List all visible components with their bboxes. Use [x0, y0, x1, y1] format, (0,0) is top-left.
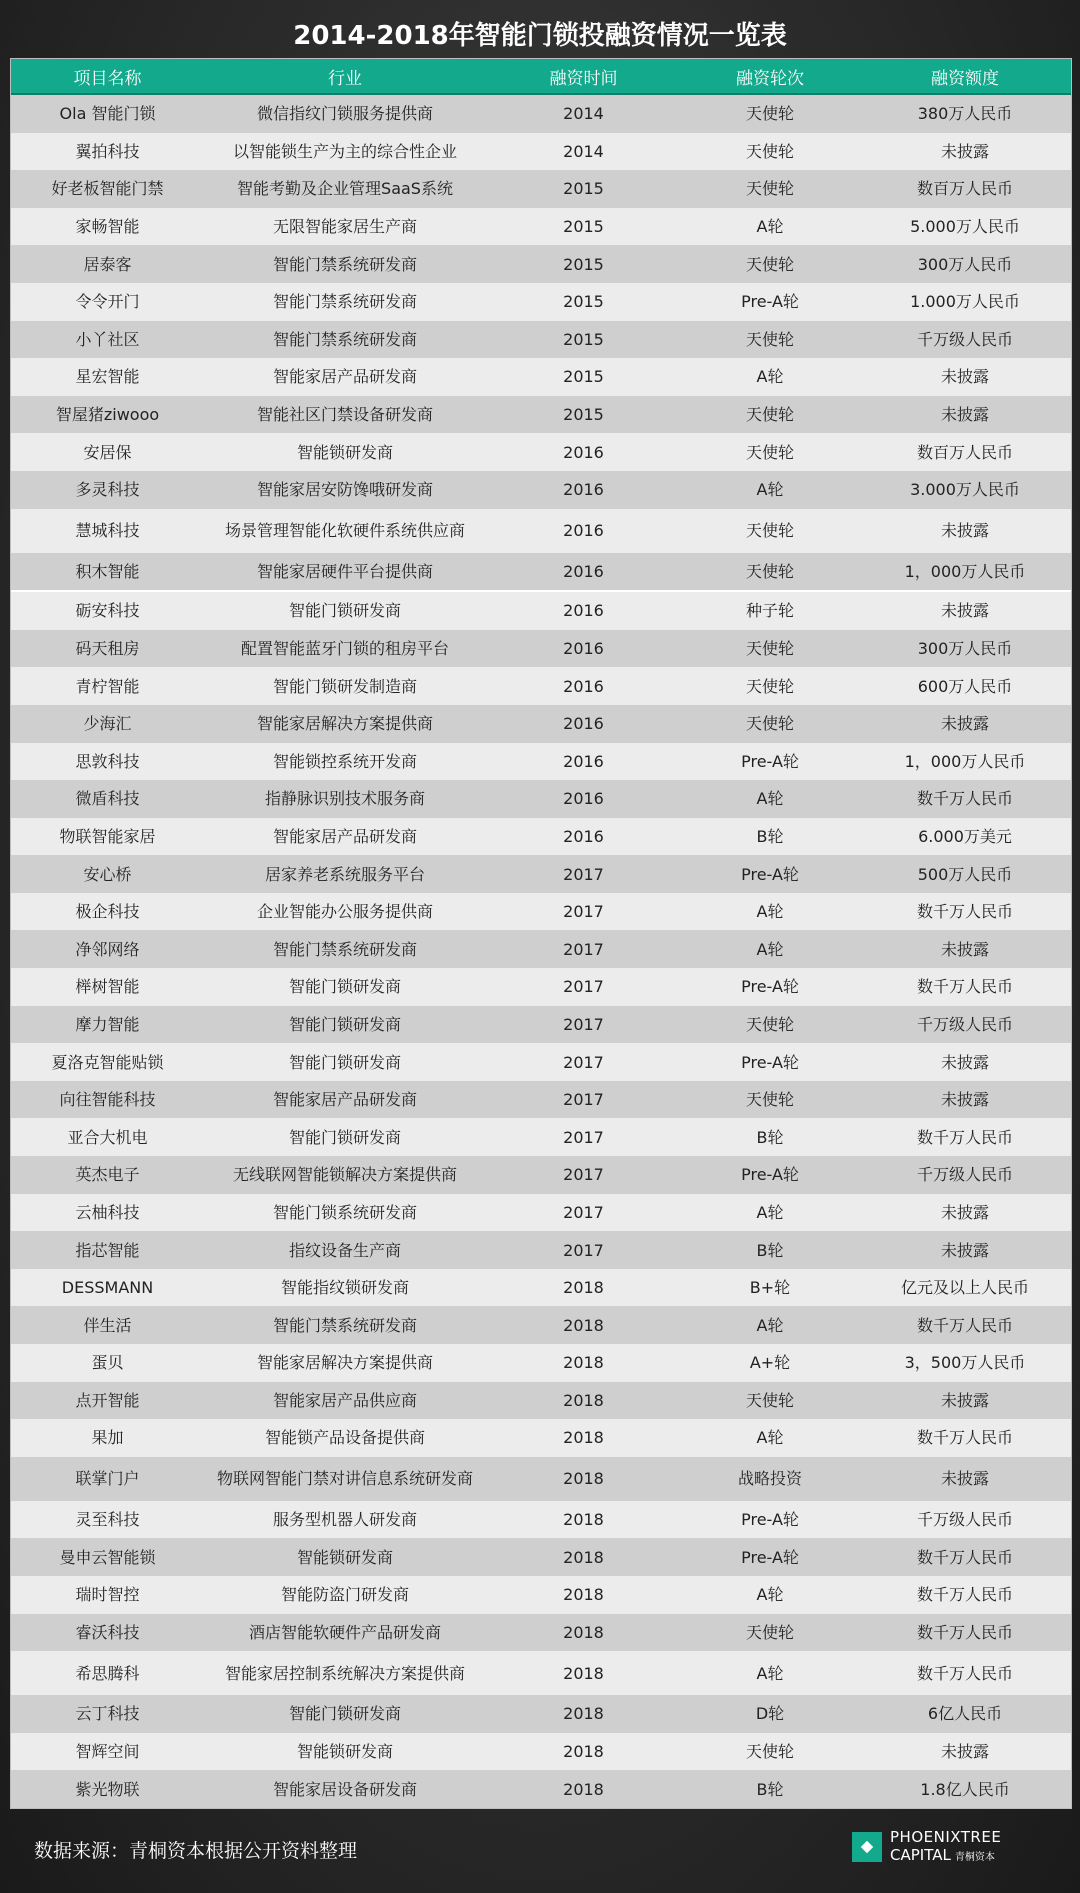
- table-row: [11, 170, 1071, 208]
- cell-project-name: 多灵科技: [11, 471, 204, 509]
- cell-project-name: 安居保: [11, 433, 204, 471]
- logo-line2-cn: 青桐资本: [954, 1851, 995, 1863]
- phoenixtree-logo-icon: [852, 1832, 882, 1862]
- cell-financing-round: A+轮: [681, 1344, 859, 1382]
- cell-financing-time: 2018: [486, 1695, 681, 1733]
- table-row: [11, 1538, 1071, 1576]
- cell-financing-round: B+轮: [681, 1269, 859, 1307]
- table-row: [11, 208, 1071, 246]
- cell-financing-amount: 300万人民币: [859, 630, 1071, 668]
- cell-financing-round: Pre-A轮: [681, 1538, 859, 1576]
- cell-financing-time: 2017: [486, 930, 681, 968]
- cell-industry: 无线联网智能锁解决方案提供商: [204, 1156, 486, 1194]
- cell-industry: 智能家居产品供应商: [204, 1382, 486, 1420]
- logo-line1: PHOENIXTREE: [890, 1827, 1002, 1846]
- table-row: [11, 780, 1071, 818]
- table-row: [11, 283, 1071, 321]
- cell-project-name: 砺安科技: [11, 591, 204, 630]
- cell-industry: 智能门锁研发商: [204, 1043, 486, 1081]
- cell-financing-round: 天使轮: [681, 667, 859, 705]
- cell-project-name: 伴生活: [11, 1306, 204, 1344]
- header-financing-time: 融资时间: [486, 59, 681, 94]
- table-row: [11, 591, 1071, 630]
- cell-project-name: 码天租房: [11, 630, 204, 668]
- cell-financing-round: 天使轮: [681, 396, 859, 434]
- cell-project-name: 星宏智能: [11, 358, 204, 396]
- cell-financing-time: 2015: [486, 396, 681, 434]
- financing-table-container: [10, 58, 1072, 1809]
- cell-industry: 居家养老系统服务平台: [204, 855, 486, 893]
- cell-financing-time: 2018: [486, 1614, 681, 1652]
- cell-industry: 智能社区门禁设备研发商: [204, 396, 486, 434]
- table-row: [11, 396, 1071, 434]
- financing-table: [11, 59, 1071, 1808]
- cell-project-name: 少海汇: [11, 705, 204, 743]
- page-title: 2014-2018年智能门锁投融资情况一览表: [293, 21, 787, 51]
- logo-line2-en: CAPITAL: [890, 1845, 951, 1864]
- cell-financing-amount: 未披露: [859, 1194, 1071, 1232]
- table-row: [11, 1231, 1071, 1269]
- table-row: [11, 1194, 1071, 1232]
- cell-financing-round: D轮: [681, 1695, 859, 1733]
- cell-financing-amount: 数千万人民币: [859, 1651, 1071, 1695]
- cell-financing-time: 2017: [486, 1194, 681, 1232]
- cell-industry: 智能门禁系统研发商: [204, 321, 486, 359]
- cell-project-name: 亚合大机电: [11, 1118, 204, 1156]
- cell-financing-amount: 千万级人民币: [859, 1006, 1071, 1044]
- table-row: [11, 1651, 1071, 1695]
- cell-financing-time: 2016: [486, 433, 681, 471]
- table-row: [11, 321, 1071, 359]
- cell-project-name: 向往智能科技: [11, 1081, 204, 1119]
- table-row: [11, 133, 1071, 171]
- cell-industry: 智能门锁研发制造商: [204, 667, 486, 705]
- cell-financing-time: 2015: [486, 358, 681, 396]
- cell-financing-amount: 数千万人民币: [859, 1419, 1071, 1457]
- cell-project-name: 物联智能家居: [11, 818, 204, 856]
- table-row: [11, 705, 1071, 743]
- cell-financing-time: 2017: [486, 893, 681, 931]
- cell-financing-round: 天使轮: [681, 321, 859, 359]
- table-body: [11, 94, 1071, 1808]
- cell-industry: 智能家居解决方案提供商: [204, 705, 486, 743]
- cell-financing-round: Pre-A轮: [681, 1043, 859, 1081]
- cell-financing-amount: 6亿人民币: [859, 1695, 1071, 1733]
- cell-financing-amount: 未披露: [859, 591, 1071, 630]
- cell-financing-amount: 数千万人民币: [859, 1306, 1071, 1344]
- cell-financing-round: 天使轮: [681, 1006, 859, 1044]
- cell-financing-amount: 未披露: [859, 396, 1071, 434]
- cell-industry: 智能家居产品研发商: [204, 818, 486, 856]
- cell-project-name: 曼申云智能锁: [11, 1538, 204, 1576]
- table-row: [11, 94, 1071, 133]
- cell-project-name: 翼拍科技: [11, 133, 204, 171]
- cell-financing-amount: 数千万人民币: [859, 893, 1071, 931]
- cell-industry: 智能家居安防馋哦研发商: [204, 471, 486, 509]
- cell-financing-amount: 千万级人民币: [859, 321, 1071, 359]
- cell-financing-round: 天使轮: [681, 94, 859, 133]
- cell-industry: 智能锁研发商: [204, 1538, 486, 1576]
- table-row: [11, 1269, 1071, 1307]
- cell-industry: 指静脉识别技术服务商: [204, 780, 486, 818]
- cell-industry: 智能防盗门研发商: [204, 1576, 486, 1614]
- table-row: [11, 930, 1071, 968]
- cell-project-name: DESSMANN: [11, 1269, 204, 1307]
- cell-financing-time: 2018: [486, 1457, 681, 1501]
- cell-financing-amount: 1，000万人民币: [859, 743, 1071, 781]
- cell-financing-time: 2016: [486, 471, 681, 509]
- cell-financing-round: 天使轮: [681, 245, 859, 283]
- cell-industry: 智能家居产品研发商: [204, 1081, 486, 1119]
- cell-financing-round: B轮: [681, 1770, 859, 1808]
- cell-financing-time: 2017: [486, 968, 681, 1006]
- cell-project-name: 夏洛克智能贴锁: [11, 1043, 204, 1081]
- cell-financing-amount: 数千万人民币: [859, 1614, 1071, 1652]
- cell-financing-time: 2016: [486, 780, 681, 818]
- cell-financing-round: B轮: [681, 1118, 859, 1156]
- cell-financing-amount: 未披露: [859, 705, 1071, 743]
- cell-financing-time: 2017: [486, 1156, 681, 1194]
- table-row: [11, 1695, 1071, 1733]
- cell-financing-round: Pre-A轮: [681, 1501, 859, 1539]
- cell-project-name: 好老板智能门禁: [11, 170, 204, 208]
- cell-project-name: 摩力智能: [11, 1006, 204, 1044]
- cell-project-name: Ola 智能门锁: [11, 94, 204, 133]
- table-row: [11, 471, 1071, 509]
- cell-project-name: 榉树智能: [11, 968, 204, 1006]
- cell-financing-round: Pre-A轮: [681, 1156, 859, 1194]
- cell-financing-time: 2018: [486, 1382, 681, 1420]
- cell-industry: 智能家居控制系统解决方案提供商: [204, 1651, 486, 1695]
- cell-financing-time: 2018: [486, 1538, 681, 1576]
- cell-industry: 智能家居硬件平台提供商: [204, 553, 486, 592]
- cell-financing-time: 2015: [486, 321, 681, 359]
- cell-financing-round: A轮: [681, 471, 859, 509]
- table-row: [11, 1043, 1071, 1081]
- cell-project-name: 净邻网络: [11, 930, 204, 968]
- cell-project-name: 指芯智能: [11, 1231, 204, 1269]
- cell-project-name: 联掌门户: [11, 1457, 204, 1501]
- cell-financing-time: 2016: [486, 667, 681, 705]
- cell-industry: 智能门锁研发商: [204, 1695, 486, 1733]
- table-row: [11, 1081, 1071, 1119]
- cell-financing-amount: 数千万人民币: [859, 1576, 1071, 1614]
- cell-financing-time: 2017: [486, 855, 681, 893]
- cell-financing-time: 2017: [486, 1043, 681, 1081]
- cell-project-name: 云柚科技: [11, 1194, 204, 1232]
- header-financing-round: 融资轮次: [681, 59, 859, 94]
- cell-financing-amount: 未披露: [859, 1081, 1071, 1119]
- cell-project-name: 紫光物联: [11, 1770, 204, 1808]
- cell-industry: 智能考勤及企业管理SaaS系统: [204, 170, 486, 208]
- cell-financing-amount: 未披露: [859, 358, 1071, 396]
- cell-financing-amount: 未披露: [859, 1043, 1071, 1081]
- table-row: [11, 630, 1071, 668]
- cell-financing-round: 天使轮: [681, 1081, 859, 1119]
- cell-financing-round: A轮: [681, 208, 859, 246]
- cell-financing-amount: 未披露: [859, 1231, 1071, 1269]
- cell-financing-amount: 未披露: [859, 133, 1071, 171]
- cell-industry: 酒店智能软硬件产品研发商: [204, 1614, 486, 1652]
- cell-financing-time: 2016: [486, 591, 681, 630]
- cell-financing-round: 天使轮: [681, 133, 859, 171]
- cell-financing-round: A轮: [681, 1419, 859, 1457]
- cell-financing-round: Pre-A轮: [681, 743, 859, 781]
- table-row: [11, 743, 1071, 781]
- table-row: [11, 1501, 1071, 1539]
- cell-financing-time: 2015: [486, 245, 681, 283]
- cell-financing-amount: 500万人民币: [859, 855, 1071, 893]
- cell-industry: 智能家居设备研发商: [204, 1770, 486, 1808]
- cell-financing-amount: 未披露: [859, 1382, 1071, 1420]
- cell-project-name: 令令开门: [11, 283, 204, 321]
- cell-financing-round: Pre-A轮: [681, 855, 859, 893]
- cell-project-name: 家畅智能: [11, 208, 204, 246]
- cell-financing-amount: 380万人民币: [859, 94, 1071, 133]
- cell-project-name: 积木智能: [11, 553, 204, 592]
- cell-financing-amount: 未披露: [859, 509, 1071, 553]
- cell-financing-amount: 未披露: [859, 1457, 1071, 1501]
- cell-industry: 智能锁研发商: [204, 433, 486, 471]
- cell-project-name: 英杰电子: [11, 1156, 204, 1194]
- cell-project-name: 瑞时智控: [11, 1576, 204, 1614]
- cell-financing-round: 种子轮: [681, 591, 859, 630]
- logo-text: [890, 1828, 1001, 1867]
- cell-project-name: 希思腾科: [11, 1651, 204, 1695]
- table-row: [11, 1576, 1071, 1614]
- cell-financing-amount: 3，500万人民币: [859, 1344, 1071, 1382]
- cell-financing-round: A轮: [681, 358, 859, 396]
- cell-financing-time: 2018: [486, 1576, 681, 1614]
- cell-financing-time: 2016: [486, 553, 681, 592]
- cell-financing-round: A轮: [681, 780, 859, 818]
- cell-project-name: 居泰客: [11, 245, 204, 283]
- cell-financing-round: Pre-A轮: [681, 968, 859, 1006]
- cell-financing-round: B轮: [681, 1231, 859, 1269]
- cell-industry: 智能门锁研发商: [204, 1118, 486, 1156]
- cell-financing-round: 战略投资: [681, 1457, 859, 1501]
- cell-financing-time: 2014: [486, 133, 681, 171]
- cell-financing-amount: 数百万人民币: [859, 170, 1071, 208]
- cell-industry: 智能门锁研发商: [204, 1006, 486, 1044]
- table-row: [11, 893, 1071, 931]
- cell-financing-round: A轮: [681, 1576, 859, 1614]
- cell-financing-time: 2016: [486, 743, 681, 781]
- cell-financing-time: 2018: [486, 1501, 681, 1539]
- cell-financing-amount: 千万级人民币: [859, 1501, 1071, 1539]
- table-row: [11, 667, 1071, 705]
- logo-line2: [890, 1846, 1001, 1867]
- cell-industry: 物联网智能门禁对讲信息系统研发商: [204, 1457, 486, 1501]
- cell-financing-time: 2017: [486, 1006, 681, 1044]
- cell-project-name: 果加: [11, 1419, 204, 1457]
- cell-financing-amount: 5.000万人民币: [859, 208, 1071, 246]
- cell-project-name: 极企科技: [11, 893, 204, 931]
- cell-industry: 智能锁控系统开发商: [204, 743, 486, 781]
- table-row: [11, 1733, 1071, 1771]
- table-row: [11, 855, 1071, 893]
- cell-financing-time: 2015: [486, 283, 681, 321]
- cell-industry: 智能家居产品研发商: [204, 358, 486, 396]
- cell-project-name: 慧城科技: [11, 509, 204, 553]
- cell-industry: 智能门禁系统研发商: [204, 283, 486, 321]
- cell-financing-amount: 数百万人民币: [859, 433, 1071, 471]
- table-row: [11, 1770, 1071, 1808]
- cell-financing-amount: 3.000万人民币: [859, 471, 1071, 509]
- cell-financing-time: 2015: [486, 170, 681, 208]
- cell-industry: 指纹设备生产商: [204, 1231, 486, 1269]
- cell-industry: 场景管理智能化软硬件系统供应商: [204, 509, 486, 553]
- cell-financing-round: A轮: [681, 930, 859, 968]
- cell-industry: 智能锁产品设备提供商: [204, 1419, 486, 1457]
- cell-financing-round: 天使轮: [681, 1382, 859, 1420]
- cell-financing-time: 2015: [486, 208, 681, 246]
- cell-financing-time: 2016: [486, 818, 681, 856]
- cell-financing-round: Pre-A轮: [681, 283, 859, 321]
- cell-project-name: 青柠智能: [11, 667, 204, 705]
- cell-financing-amount: 数千万人民币: [859, 1538, 1071, 1576]
- cell-industry: 以智能锁生产为主的综合性企业: [204, 133, 486, 171]
- cell-financing-time: 2016: [486, 509, 681, 553]
- table-row: [11, 1344, 1071, 1382]
- cell-financing-amount: 1.8亿人民币: [859, 1770, 1071, 1808]
- table-row: [11, 1382, 1071, 1420]
- cell-financing-round: 天使轮: [681, 1733, 859, 1771]
- cell-financing-amount: 数千万人民币: [859, 780, 1071, 818]
- cell-project-name: 点开智能: [11, 1382, 204, 1420]
- cell-financing-time: 2018: [486, 1770, 681, 1808]
- table-row: [11, 968, 1071, 1006]
- cell-financing-time: 2018: [486, 1419, 681, 1457]
- table-row: [11, 1614, 1071, 1652]
- cell-industry: 配置智能蓝牙门锁的租房平台: [204, 630, 486, 668]
- cell-project-name: 灵至科技: [11, 1501, 204, 1539]
- cell-financing-time: 2017: [486, 1231, 681, 1269]
- cell-financing-round: 天使轮: [681, 630, 859, 668]
- cell-industry: 智能门锁研发商: [204, 591, 486, 630]
- cell-project-name: 智辉空间: [11, 1733, 204, 1771]
- cell-financing-round: 天使轮: [681, 509, 859, 553]
- cell-financing-round: 天使轮: [681, 553, 859, 592]
- table-row: [11, 509, 1071, 553]
- cell-industry: 微信指纹门锁服务提供商: [204, 94, 486, 133]
- cell-financing-time: 2016: [486, 630, 681, 668]
- cell-project-name: 蛋贝: [11, 1344, 204, 1382]
- cell-project-name: 微盾科技: [11, 780, 204, 818]
- cell-financing-amount: 千万级人民币: [859, 1156, 1071, 1194]
- table-row: [11, 1006, 1071, 1044]
- cell-industry: 智能门锁研发商: [204, 968, 486, 1006]
- cell-financing-amount: 300万人民币: [859, 245, 1071, 283]
- table-row: [11, 1156, 1071, 1194]
- cell-financing-time: 2017: [486, 1118, 681, 1156]
- cell-industry: 服务型机器人研发商: [204, 1501, 486, 1539]
- cell-financing-round: 天使轮: [681, 170, 859, 208]
- cell-financing-round: 天使轮: [681, 1614, 859, 1652]
- cell-industry: 智能指纹锁研发商: [204, 1269, 486, 1307]
- cell-financing-round: A轮: [681, 893, 859, 931]
- table-row: [11, 1118, 1071, 1156]
- header-financing-amount: 融资额度: [859, 59, 1071, 94]
- cell-financing-time: 2018: [486, 1306, 681, 1344]
- table-row: [11, 1419, 1071, 1457]
- table-row: [11, 818, 1071, 856]
- cell-project-name: 安心桥: [11, 855, 204, 893]
- cell-financing-amount: 数千万人民币: [859, 1118, 1071, 1156]
- cell-financing-time: 2018: [486, 1651, 681, 1695]
- table-row: [11, 1457, 1071, 1501]
- cell-financing-amount: 数千万人民币: [859, 968, 1071, 1006]
- header-industry: 行业: [204, 59, 486, 94]
- cell-financing-amount: 1，000万人民币: [859, 553, 1071, 592]
- cell-financing-round: B轮: [681, 818, 859, 856]
- table-row: [11, 433, 1071, 471]
- cell-financing-round: 天使轮: [681, 705, 859, 743]
- cell-industry: 智能门禁系统研发商: [204, 245, 486, 283]
- cell-financing-round: A轮: [681, 1651, 859, 1695]
- cell-project-name: 智屋猪ziwooo: [11, 396, 204, 434]
- cell-financing-time: 2017: [486, 1081, 681, 1119]
- cell-financing-amount: 1.000万人民币: [859, 283, 1071, 321]
- cell-project-name: 小丫社区: [11, 321, 204, 359]
- cell-project-name: 睿沃科技: [11, 1614, 204, 1652]
- phoenixtree-logo: [852, 1826, 1052, 1868]
- data-source-note: 数据来源：青桐资本根据公开资料整理: [34, 1840, 358, 1862]
- cell-industry: 企业智能办公服务提供商: [204, 893, 486, 931]
- table-row: [11, 245, 1071, 283]
- cell-industry: 智能门禁系统研发商: [204, 1306, 486, 1344]
- table-row: [11, 358, 1071, 396]
- cell-financing-amount: 6.000万美元: [859, 818, 1071, 856]
- cell-industry: 无限智能家居生产商: [204, 208, 486, 246]
- cell-financing-amount: 未披露: [859, 1733, 1071, 1771]
- cell-financing-time: 2018: [486, 1344, 681, 1382]
- cell-financing-time: 2016: [486, 705, 681, 743]
- table-header-row: [11, 59, 1071, 94]
- cell-industry: 智能门禁系统研发商: [204, 930, 486, 968]
- header-project-name: 项目名称: [11, 59, 204, 94]
- cell-industry: 智能锁研发商: [204, 1733, 486, 1771]
- cell-financing-round: 天使轮: [681, 433, 859, 471]
- table-row: [11, 553, 1071, 592]
- cell-financing-time: 2014: [486, 94, 681, 133]
- cell-financing-round: A轮: [681, 1194, 859, 1232]
- cell-financing-amount: 未披露: [859, 930, 1071, 968]
- cell-project-name: 思敦科技: [11, 743, 204, 781]
- cell-financing-amount: 600万人民币: [859, 667, 1071, 705]
- cell-industry: 智能家居解决方案提供商: [204, 1344, 486, 1382]
- cell-project-name: 云丁科技: [11, 1695, 204, 1733]
- cell-financing-time: 2018: [486, 1269, 681, 1307]
- table-row: [11, 1306, 1071, 1344]
- cell-financing-round: A轮: [681, 1306, 859, 1344]
- cell-financing-amount: 亿元及以上人民币: [859, 1269, 1071, 1307]
- cell-financing-time: 2018: [486, 1733, 681, 1771]
- cell-industry: 智能门锁系统研发商: [204, 1194, 486, 1232]
